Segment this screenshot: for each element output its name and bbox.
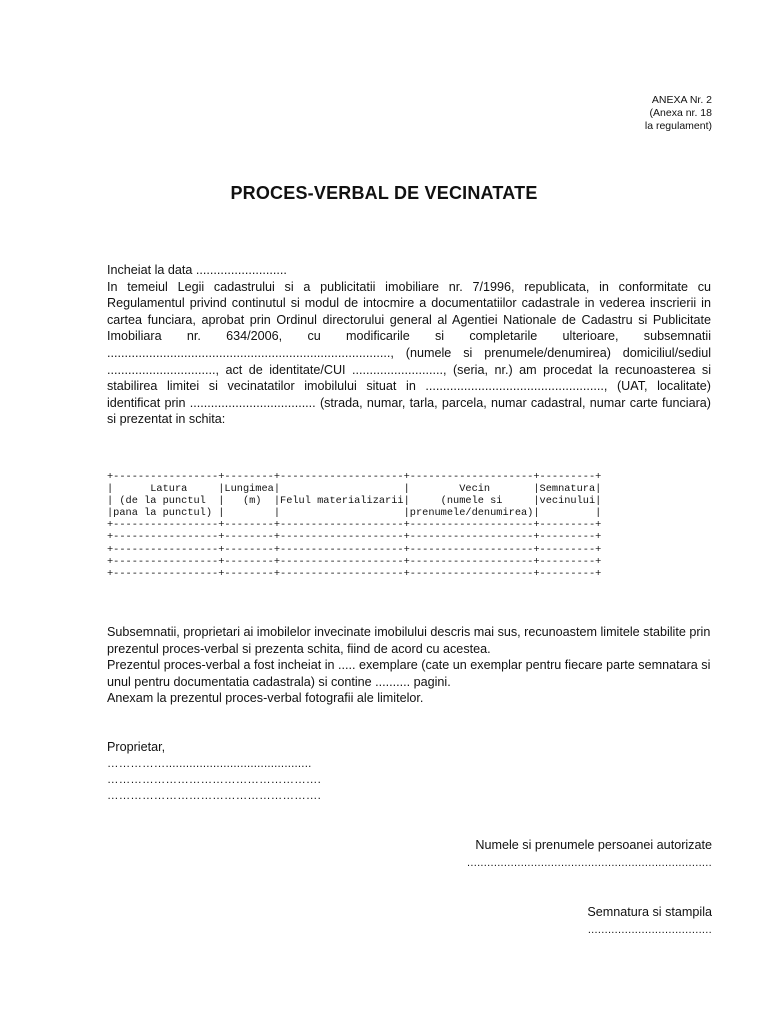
authorized-person-line: ......................................................................... [467, 857, 712, 869]
owner-line-3: ………………………………………………. [107, 789, 321, 802]
owner-line-2: ………………………………………………. [107, 773, 321, 786]
annex-subreference: (Anexa nr. 18 [649, 107, 712, 119]
copies-paragraph: Prezentul proces-verbal a fost incheiat in ..... exemplare (cate un exemplar pentru fiecare parte semnatara si unul pentru documentatia cadastrala) si contine .......... pagini. [107, 658, 711, 689]
table-header-row: |pana la punctul) | | |prenumele/denumirea)| | [107, 507, 602, 520]
agreement-paragraph: Subsemnatii, proprietari ai imobilelor invecinate imobilului descris mai sus, recunoastem limitele stabilite prin prezentul proces-verbal si prezenta schita, fiind de acord cu acestea. [107, 625, 711, 656]
table-header-row: | Latura |Lungimea| | Vecin |Semnatura| [107, 483, 602, 496]
table-empty-row: +-----------------+--------+--------------------+--------------------+---------+ [107, 531, 602, 544]
table-border: +-----------------+--------+--------------------+--------------------+---------+ [107, 471, 602, 483]
date-line: Incheiat la data .......................... [107, 263, 287, 277]
annex-regulation: la regulament) [644, 120, 712, 132]
table-empty-row: +-----------------+--------+--------------------+--------------------+---------+ [107, 543, 602, 556]
signature-label: Semnatura si stampila [587, 905, 712, 919]
closing-section [107, 624, 711, 707]
table-empty-row: +-----------------+--------+--------------------+--------------------+---------+ [107, 555, 602, 568]
document-title: PROCES-VERBAL DE VECINATATE [230, 183, 538, 203]
annex-number: ANEXA Nr. 2 [651, 94, 712, 106]
authorized-person-section [467, 836, 712, 872]
owner-line-1: ……………........................................... [107, 757, 312, 770]
table-border: +-----------------+--------+--------------------+--------------------+---------+ [107, 519, 602, 532]
authorized-person-label: Numele si prenumele persoanei autorizate [475, 838, 712, 852]
owner-section [107, 739, 321, 804]
photos-paragraph: Anexam la prezentul proces-verbal fotografii ale limitelor. [107, 691, 424, 706]
boundary-table [107, 471, 601, 580]
table-header-row: | (de la punctul | (m) |Felul materializarii| (numele si |vecinului| [107, 495, 602, 508]
intro-paragraph: In temeiul Legii cadastrului si a publicitatii imobiliare nr. 7/1996, republicata, in conformitate cu Regulamentul privind continutul si modul de intocmire a documentatiilor cadastrale in vederea inscrierii in cartea funciara, aprobat prin Ordinul directorului general al Agentiei Nationale de Cadastru si Publicitate Imobiliara nr. 634/2006, cu modificarile si completarile ulterioare, subsemnatii ................................................................................., (numele si prenumele/denumirea) domiciliul/sediul ..............................., act de identitate/CUI .........................., (seria, nr.) am procedat la recunoasterea si stabilirea limitei si vecinatatilor imobilului situat in ..................................................., (UAT, localitate) identificat prin .................................... (strada, numar, tarla, parcela, numar cadastral, numar carte funciara) si prezentat in schita: [107, 279, 711, 427]
annex-reference [645, 94, 712, 133]
intro-section [107, 262, 711, 428]
owner-label: Proprietar, [107, 740, 166, 754]
signature-line: ..................................... [587, 924, 712, 936]
signature-section [587, 903, 712, 939]
table-empty-row: +-----------------+--------+--------------------+--------------------+---------+ [107, 567, 602, 580]
